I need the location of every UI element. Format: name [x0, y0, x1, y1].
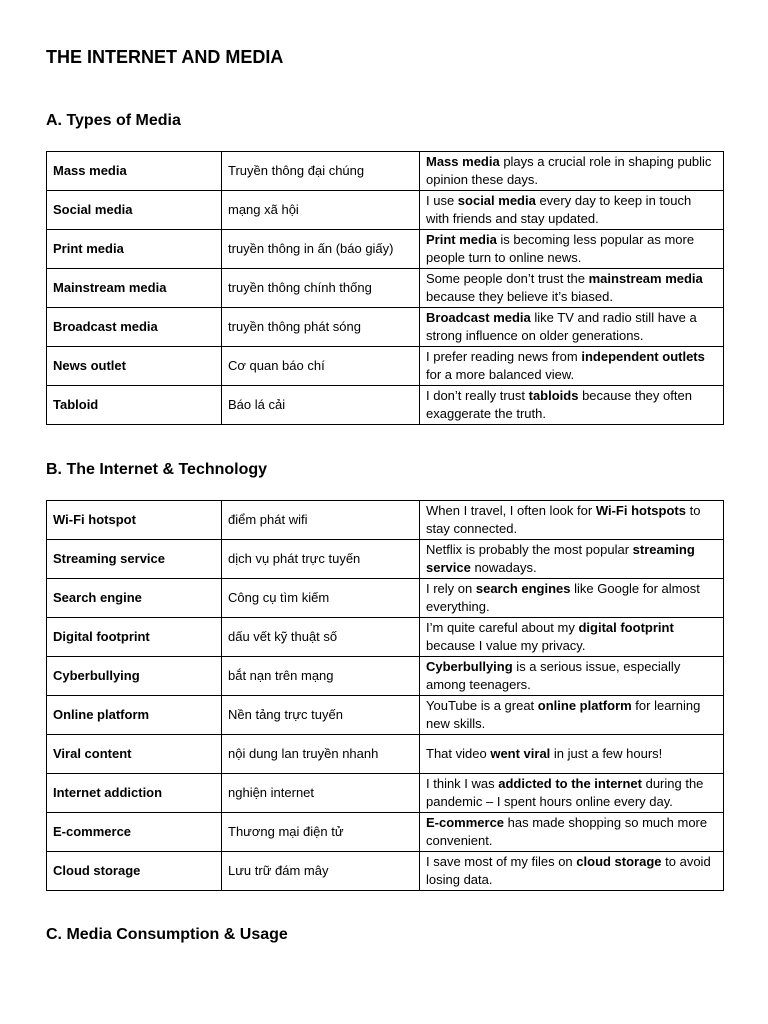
example-text: I prefer reading news from: [426, 349, 582, 364]
term-cell: Tabloid: [47, 386, 222, 425]
table-row: [47, 386, 724, 425]
example-text: because they believe it’s biased.: [426, 289, 613, 304]
example-cell: [420, 269, 724, 308]
term-cell: News outlet: [47, 347, 222, 386]
example-cell: [420, 152, 724, 191]
table-row: [47, 540, 724, 579]
translation-cell: dấu vết kỹ thuật số: [222, 618, 420, 657]
term-cell: Broadcast media: [47, 308, 222, 347]
example-cell: [420, 696, 724, 735]
example-text: during the pandemic – I spent hours online every day.: [426, 775, 704, 809]
translation-cell: bắt nạn trên mạng: [222, 657, 420, 696]
term-cell: Online platform: [47, 696, 222, 735]
table-row: [47, 347, 724, 386]
translation-cell: mạng xã hội: [222, 191, 420, 230]
table-row: [47, 269, 724, 308]
example-keyword: Cyberbullying: [426, 659, 513, 674]
table-row: [47, 851, 724, 890]
term-cell: Print media: [47, 230, 222, 269]
example-keyword: Wi-Fi hotspots: [595, 503, 686, 518]
example-text: for a more balanced view.: [426, 367, 575, 382]
term-cell: Digital footprint: [47, 618, 222, 657]
example-keyword: search engines: [475, 581, 571, 596]
vocab-table-b: [46, 500, 724, 891]
example-cell: [420, 851, 724, 890]
example-keyword: digital footprint: [578, 620, 674, 635]
table-row: [47, 696, 724, 735]
term-cell: Cyberbullying: [47, 657, 222, 696]
term-cell: Cloud storage: [47, 851, 222, 890]
example-keyword: tabloids: [528, 388, 579, 403]
translation-cell: Nền tảng trực tuyến: [222, 696, 420, 735]
example-keyword: Mass media: [426, 154, 500, 169]
example-keyword: independent outlets: [581, 349, 705, 364]
table-row: [47, 152, 724, 191]
term-cell: Wi-Fi hotspot: [47, 501, 222, 540]
example-text: When I travel, I often look for: [426, 503, 596, 518]
example-text: plays a crucial role in shaping public opinion these days.: [426, 154, 712, 187]
example-text: I rely on: [426, 581, 476, 596]
table-row: [47, 735, 724, 774]
example-text: like TV and radio still have a strong influence on older generations.: [426, 310, 697, 343]
example-text: every day to keep in touch with friends and stay updated.: [426, 193, 692, 226]
example-keyword: went viral: [490, 745, 551, 761]
example-text: I save most of my files on: [426, 853, 577, 869]
translation-cell: Lưu trữ đám mây: [222, 851, 420, 890]
table-row: [47, 308, 724, 347]
term-cell: Social media: [47, 191, 222, 230]
table-row: [47, 618, 724, 657]
example-keyword: Print media: [426, 232, 497, 247]
table-row: [47, 230, 724, 269]
table-row: [47, 579, 724, 618]
example-keyword: online platform: [537, 698, 632, 713]
term-cell: Search engine: [47, 579, 222, 618]
example-cell: [420, 540, 724, 579]
example-keyword: Broadcast media: [426, 310, 531, 325]
term-cell: Streaming service: [47, 540, 222, 579]
example-text: is a serious issue, especially among teenagers.: [426, 659, 681, 692]
example-cell: [420, 618, 724, 657]
example-text: I don’t really trust: [426, 388, 529, 403]
example-cell: [420, 308, 724, 347]
example-cell: [420, 386, 724, 425]
translation-cell: Công cụ tìm kiếm: [222, 579, 420, 618]
section-heading-b: B. The Internet & Technology: [46, 461, 268, 478]
example-cell: [420, 230, 724, 269]
example-keyword: addicted to the internet: [498, 775, 642, 791]
section-heading-c: C. Media Consumption & Usage: [46, 926, 288, 943]
example-text: like Google for almost everything.: [426, 581, 700, 614]
term-cell: Mass media: [47, 152, 222, 191]
example-text: That video: [426, 745, 491, 761]
translation-cell: Truyền thông đại chúng: [222, 152, 420, 191]
term-cell: Internet addiction: [47, 773, 222, 812]
term-cell: E-commerce: [47, 812, 222, 851]
example-text: nowadays.: [470, 560, 537, 575]
translation-cell: truyền thông phát sóng: [222, 308, 420, 347]
section-heading-a: A. Types of Media: [46, 112, 181, 129]
translation-cell: truyền thông chính thống: [222, 269, 420, 308]
example-cell: [420, 191, 724, 230]
example-text: I use: [426, 193, 458, 208]
example-keyword: mainstream media: [588, 271, 703, 286]
translation-cell: nghiện internet: [222, 773, 420, 812]
example-text: for learning new skills.: [426, 698, 701, 731]
example-cell: [420, 657, 724, 696]
table-row: [47, 812, 724, 851]
example-cell: [420, 579, 724, 618]
table-row: [47, 191, 724, 230]
translation-cell: Báo lá cải: [222, 386, 420, 425]
example-cell: [420, 812, 724, 851]
example-text: I’m quite careful about my: [426, 620, 579, 635]
term-cell: Viral content: [47, 735, 222, 774]
example-text: because I value my privacy.: [426, 638, 586, 653]
translation-cell: truyền thông in ấn (báo giấy): [222, 230, 420, 269]
example-text: I think I was: [426, 775, 499, 791]
term-cell: Mainstream media: [47, 269, 222, 308]
example-keyword: E-commerce: [426, 814, 505, 830]
example-text: has made shopping so much more convenient.: [426, 814, 708, 848]
example-text: because they often exaggerate the truth.: [426, 388, 692, 421]
example-cell: [420, 347, 724, 386]
example-cell: [420, 501, 724, 540]
example-text: in just a few hours!: [550, 745, 663, 761]
translation-cell: nội dung lan truyền nhanh: [222, 735, 420, 774]
example-cell: [420, 773, 724, 812]
document-title: THE INTERNET AND MEDIA: [46, 47, 284, 67]
translation-cell: dịch vụ phát trực tuyến: [222, 540, 420, 579]
example-text: Some people don’t trust the: [426, 271, 589, 286]
example-keyword: social media: [457, 193, 536, 208]
example-keyword: streaming service: [426, 542, 695, 575]
example-text: Netflix is probably the most popular: [426, 542, 633, 557]
translation-cell: điểm phát wifi: [222, 501, 420, 540]
translation-cell: Thương mại điện tử: [222, 812, 420, 851]
table-row: [47, 773, 724, 812]
example-text: is becoming less popular as more people turn to online news.: [426, 232, 695, 265]
example-text: to avoid losing data.: [426, 853, 711, 887]
example-text: YouTube is a great: [426, 698, 538, 713]
vocab-table-a: [46, 151, 724, 425]
example-keyword: cloud storage: [576, 853, 662, 869]
example-text: to stay connected.: [426, 503, 701, 536]
table-row: [47, 657, 724, 696]
translation-cell: Cơ quan báo chí: [222, 347, 420, 386]
example-cell: [420, 735, 724, 774]
table-row: [47, 501, 724, 540]
